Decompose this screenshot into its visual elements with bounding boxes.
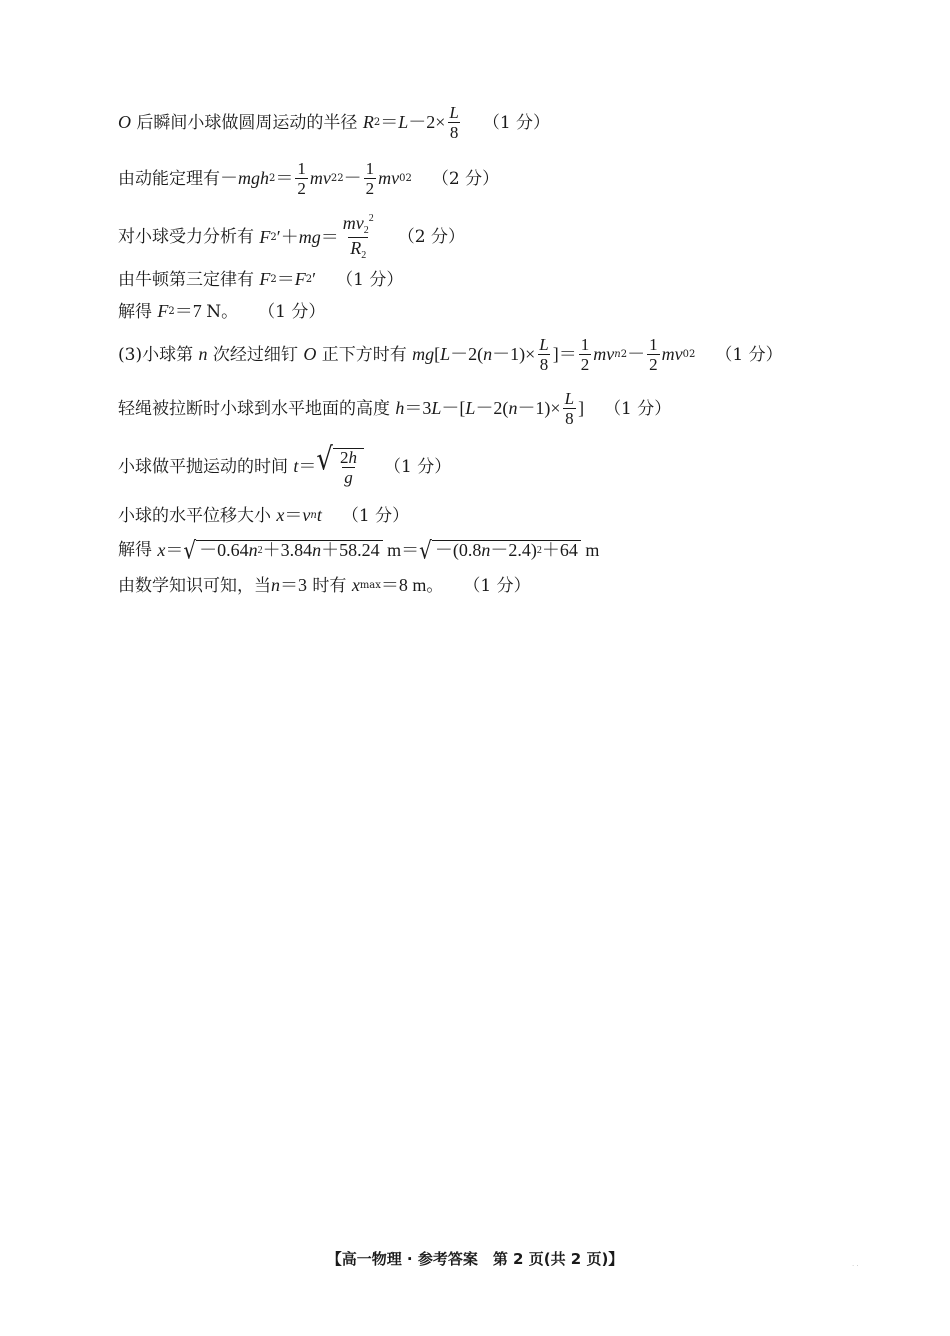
line-text: 由牛顿第三定律有 [118,269,254,290]
line-text: (3)小球第 [118,344,194,365]
answer-line-10: 解得 x ＝ √ －0.64 n 2 ＋3.84 n ＋58.24 m＝ √ －(0.8 n －2.4) 2 ＋64 m [118,535,600,565]
score-label: （1 分） [482,112,551,133]
answer-line-1: O 后瞬间小球做圆周运动的半径 R 2 ＝ L －2× $\frac{L}{8}$ （1 分） [118,103,551,142]
page-footer: 【高一物理 · 参考答案 第 2 页(共 2 页)】 [326,1250,624,1268]
answer-line-3: 对小球受力分析有 F 2 ′＋ mg ＝ $\frac{mv_2^2}{R_2}$ （2 分） [118,213,465,261]
answer-line-7: 轻绳被拉断时小球到水平地面的高度 h ＝3 L －[ L －2( n －1)× $\frac{L}{8}$ ] （1 分） [118,389,672,428]
fraction: $\frac{1}{2}$ [297,159,306,198]
line-text: 正下方时有 [321,344,407,365]
line-text: 解得 [118,540,152,561]
score-label: （1 分） [258,301,326,322]
answer-line-5: 解得 F 2 ＝7 N。 （1 分） [118,301,326,322]
answer-line-6: (3)小球第 n 次经过细钉 O 正下方时有 mg [ L －2( n －1)× $\frac{L}{8}$ ]＝ $\frac{1}{2}$ mv n 2 － $\frac{1}{2}$ mv 0 2 （1 分） [118,335,783,374]
fraction: $\frac{1}{2}$ [580,335,590,374]
fraction: $\frac{mv_2^2}{R_2}$ [342,213,374,261]
fraction: $\frac{1}{2}$ [365,159,375,198]
line-text: 小球做平抛运动的时间 [118,457,288,477]
line-text: 。 [426,575,444,596]
score-label: （1 分） [463,575,531,596]
answer-line-2: 由动能定理有 － mgh 2 ＝ $\frac{1}{2}$ mv 2 2 － $\frac{1}{2}$ mv 0 2 （2 分） [118,159,500,198]
line-text: 轻绳被拉断时小球到水平地面的高度 [118,398,390,419]
answer-line-4: 由牛顿第三定律有 F 2 ＝ F 2 ′ （1 分） [118,269,404,290]
fraction: $\frac{L}{8}$ [539,335,549,374]
scan-mark: · · [852,1262,859,1270]
answer-line-11: 由数学知识可知，当 n ＝3 时有 x max ＝8 m 。 （1 分） [118,575,531,596]
square-root: √ $\frac{2h}{g}$ [316,448,364,487]
fraction: $\frac{L}{8}$ [449,103,459,142]
score-label: （1 分） [336,269,404,290]
line-text: 时有 [312,575,347,596]
fraction: $\frac{1}{2}$ [649,335,658,374]
score-label: （1 分） [604,398,672,419]
score-label: （1 分） [341,505,410,526]
fraction: $\frac{L}{8}$ [564,389,575,428]
line-text: 解得 [118,301,152,322]
score-label: （2 分） [431,168,500,189]
square-root: √ －0.64 n 2 ＋3.84 n ＋58.24 [183,540,382,561]
line-text: 对小球受力分析有 [118,227,254,248]
line-text: 由数学知识可知，当 [118,575,271,596]
line-text: 由动能定理有 [118,168,220,189]
line-text: N。 [206,301,239,322]
score-label: （1 分） [715,344,783,365]
line-text: 次经过细钉 [212,344,298,365]
score-label: （1 分） [384,457,452,477]
line-text: 小球的水平位移大小 [118,505,271,526]
square-root: √ －(0.8 n －2.4) 2 ＋64 [419,540,581,561]
answer-line-8: 小球做平抛运动的时间 t ＝ √ $\frac{2h}{g}$ （1 分） [118,441,452,487]
line-text: 后瞬间小球做圆周运动的半径 [136,112,358,133]
answer-line-9: 小球的水平位移大小 x ＝ v n t （1 分） [118,505,410,526]
score-label: （2 分） [397,227,465,248]
